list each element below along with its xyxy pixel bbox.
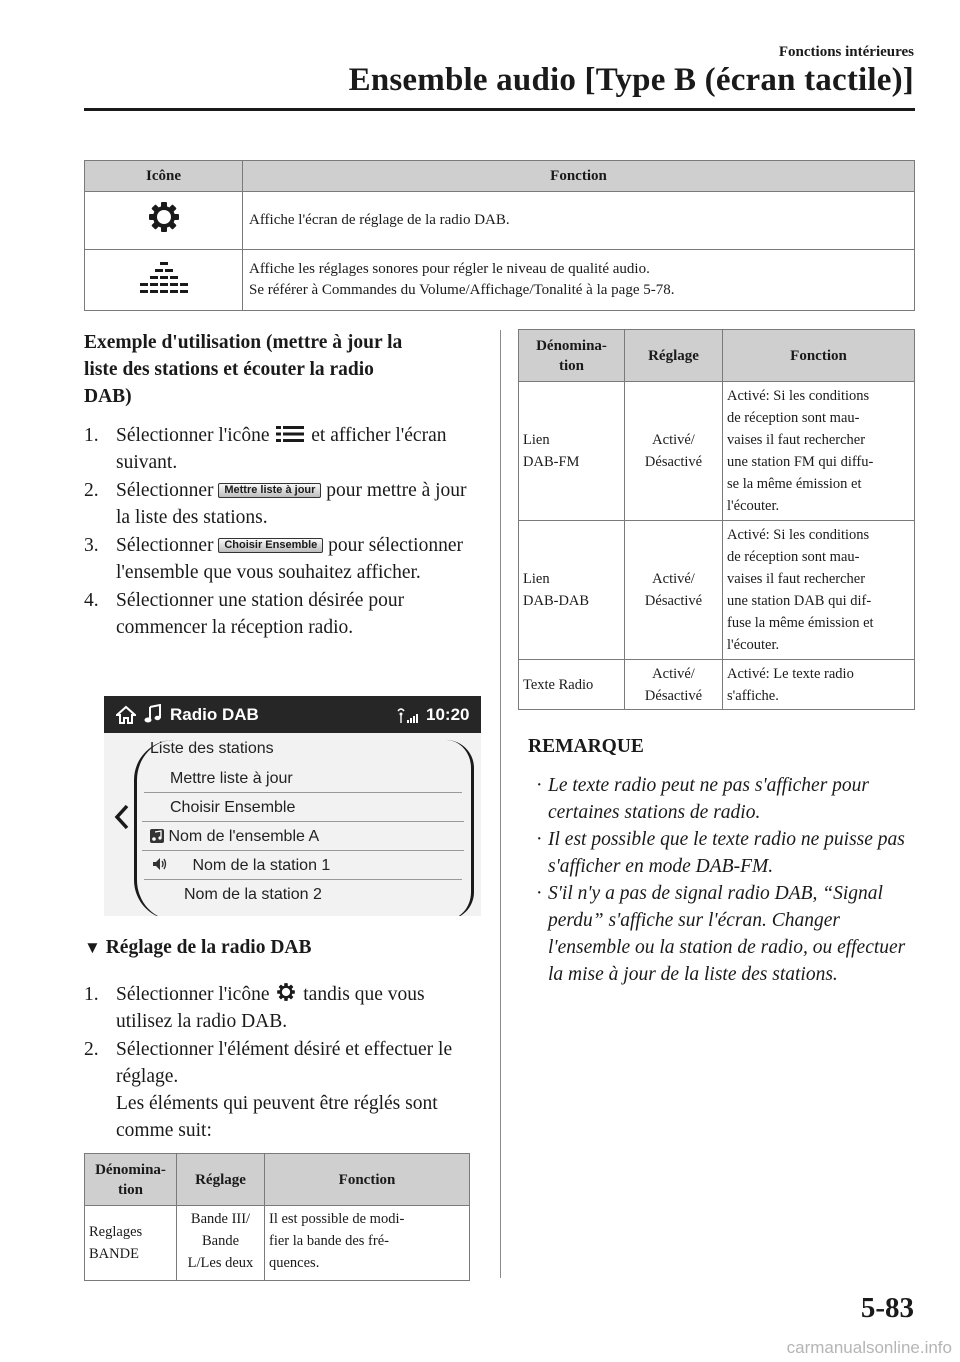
step-item: 1. Sélectionner l'icône tandis que vous utilisez la radio DAB. xyxy=(84,984,425,1032)
table-header: Icône xyxy=(85,161,243,192)
table-cell: Activé: Si les conditions de réception sont mau- vaises il faut rechercher une station DAB qui dif- fuse la même émission et l'écouter. xyxy=(723,521,915,660)
function-text: Affiche l'écran de réglage de la radio DAB. xyxy=(243,192,915,250)
choose-ensemble-button-label: Choisir Ensemble xyxy=(218,538,323,553)
dab-settings-steps xyxy=(84,981,484,1145)
dab-settings-heading: ▼ Réglage de la radio DAB xyxy=(84,937,312,958)
step-item: 4. Sélectionner une station désirée pour commencer la réception radio. xyxy=(84,590,405,638)
screen-status-bar xyxy=(104,696,481,733)
watermark: carmanualsonline.info xyxy=(786,1338,952,1357)
music-note-icon xyxy=(144,704,162,724)
table-cell: Activé: Si les conditions de réception sont mau- vaises il faut rechercher une station FM qui diffu- se la même émission et l'écouter. xyxy=(723,382,915,521)
ensemble-item[interactable]: Nom de l'ensemble A xyxy=(142,822,464,851)
icon-function-table xyxy=(84,160,915,311)
table-cell: Activé: Le texte radio s'affiche. xyxy=(723,660,915,710)
equalizer-icon xyxy=(136,260,192,294)
step-item: 2. Sélectionner l'élément désiré et effectuer le réglage. Les éléments qui peuvent être réglés sont comme suit: xyxy=(84,1039,453,1141)
screen-clock: 10:20 xyxy=(426,705,470,724)
signal-icon xyxy=(396,706,422,724)
speaker-icon xyxy=(152,857,168,871)
remark-item: · Le texte radio peut ne pas s'afficher pour certaines stations de radio. xyxy=(536,775,869,823)
table-cell: Lien DAB-DAB xyxy=(519,521,625,660)
table-cell: Il est possible de modi- fier la bande des fré- quences. xyxy=(265,1206,470,1281)
list-icon xyxy=(276,425,304,443)
station-item[interactable]: Nom de la station 2 xyxy=(184,886,322,903)
remark-item: · S'il n'y a pas de signal radio DAB, “Signal perdu” s'affiche sur l'écran. Changer l'ensemble ou la station de radio, ou effectuer la mise à jour de la liste des stations. xyxy=(536,883,906,985)
header-subtitle: Fonctions intérieures xyxy=(778,44,914,60)
table-cell: Activé/ Désactivé xyxy=(625,660,723,710)
station-list-header: Liste des stations xyxy=(150,740,274,757)
table-cell: Bande III/ Bande L/Les deux xyxy=(177,1206,265,1281)
table-cell: Activé/ Désactivé xyxy=(625,521,723,660)
link-settings-table: Dénomina- tion Réglage Fonction Lien DAB-FM Activé/ Désactivé Activé: Si les conditions de réception sont mau- vaises il faut rechercher une station FM qui diffu- se la même émission et l'écouter. Lien DAB-DAB Activé/ Désactivé Activé: Si les conditions de réception sont mau- vaises il faut rechercher une station DAB qui dif- fuse la même émission et l'écouter. Texte Radio Activé/ Désactivé Activé: Le texte radio s'affiche. xyxy=(518,329,915,710)
ensemble-icon xyxy=(150,829,164,843)
example-heading: Exemple d'utilisation (mettre à jour la liste des stations et écouter la radio DAB) xyxy=(84,332,403,407)
remark-item: · Il est possible que le texte radio ne puisse pas s'afficher en mode DAB-FM. xyxy=(536,829,905,877)
remark-list xyxy=(528,772,918,988)
table-cell: Reglages BANDE xyxy=(85,1206,177,1281)
example-steps xyxy=(84,422,484,642)
page-title: Ensemble audio [Type B (écran tactile)] xyxy=(348,62,914,98)
gear-icon xyxy=(276,982,296,1002)
update-list-button-label: Mettre liste à jour xyxy=(218,483,321,498)
band-settings-table: Dénomina- tion Réglage Fonction Reglages BANDE Bande III/ Bande L/Les deux Il est possible de modi- fier la bande des fré- quences. xyxy=(84,1153,470,1281)
step-item: 2. Sélectionner Mettre liste à jour pour mettre à jour la liste des stations. xyxy=(84,480,467,528)
choose-ensemble-item[interactable]: Choisir Ensemble xyxy=(142,793,464,822)
table-header: Fonction xyxy=(243,161,915,192)
gear-icon xyxy=(147,200,181,234)
station-item[interactable]: Nom de la station 1 xyxy=(144,851,462,880)
screen-title: Radio DAB xyxy=(170,705,259,724)
dab-screen-mockup xyxy=(104,696,481,916)
table-cell: Activé/ Désactivé xyxy=(625,382,723,521)
update-list-item[interactable]: Mettre liste à jour xyxy=(144,764,462,793)
page-number: 5-83 xyxy=(860,1292,914,1324)
header-rule xyxy=(84,108,915,111)
function-text: Affiche les réglages sonores pour régler le niveau de qualité audio. Se référer à Commandes du Volume/Affichage/Tonalité à la page 5-78. xyxy=(243,250,915,311)
step-item: 1. Sélectionner l'icône et afficher l'écran suivant. xyxy=(84,425,447,473)
remark-title: REMARQUE xyxy=(528,736,644,757)
step-item: 3. Sélectionner Choisir Ensemble pour sélectionner l'ensemble que vous souhaitez afficher. xyxy=(84,535,463,583)
table-cell: Lien DAB-FM xyxy=(519,382,625,521)
back-arrow-icon[interactable] xyxy=(114,804,130,830)
table-cell: Texte Radio xyxy=(519,660,625,710)
home-icon xyxy=(116,705,136,725)
